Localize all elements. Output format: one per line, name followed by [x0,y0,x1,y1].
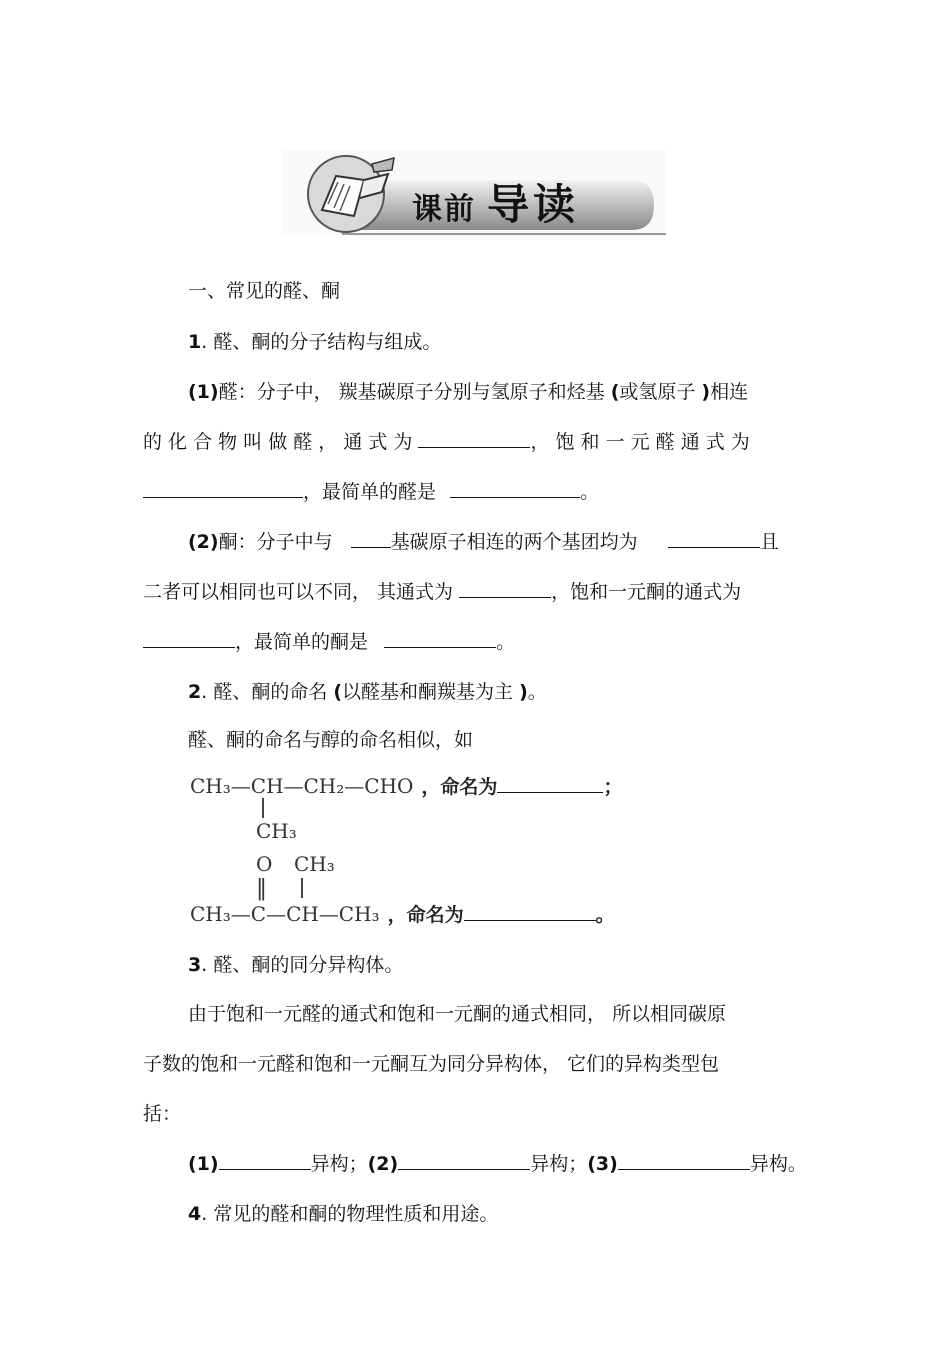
formula2-double-bond: ‖ [256,876,267,901]
formula1-branch: CH₃ [256,819,297,843]
answer-blank-saturated-ketone-formula[interactable] [143,629,235,648]
formula2-main-chain [190,900,615,927]
book-icon [302,150,402,236]
answer-blank-isomer3[interactable] [618,1151,750,1170]
answer-blank-formula1-name[interactable] [497,774,603,793]
answer-blank-simplest-ketone[interactable] [384,629,496,648]
item2-intro: 醛、酮的命名与醇的命名相似，如 [188,729,474,751]
formula2-branch-ch3: CH₃ [294,852,335,876]
formula2-label: ，命名为 [387,904,464,926]
item3-heading [188,952,403,978]
item4-number: 4 [188,1203,202,1225]
banner-title-part2: 导读 [487,180,580,229]
p1-paren-open: ( [610,381,620,403]
iso1-number: (1) [188,1153,219,1175]
iso3-number: (3) [587,1153,618,1175]
item3-title: . 醛、酮的同分异构体。 [201,954,404,976]
section-heading: 一、常见的醛、酮 [188,280,341,302]
p2-line2-b: ，饱和一元酮的通式为 [551,581,742,603]
formula1-end: ； [603,776,623,798]
p1-line2-a: 的 化 合 物 叫 做 醛 ， 通 式 为 [143,431,413,453]
p2-text-a: 酮：分子中与 [218,531,333,553]
formula1-bond-vertical [262,798,264,818]
item2-paren-open: ( [333,681,343,703]
p2-line2-a: 二者可以相同也可以不同， 其通式为 [143,581,454,603]
item3-para-line1: 由于饱和一元醛的通式和饱和一元酮的通式相同， 所以相同碳原 [188,1003,727,1025]
answer-blank-aldehyde-formula[interactable] [418,429,530,448]
answer-blank-isomer1[interactable] [219,1151,311,1170]
item3-isomer-types [188,1151,807,1177]
p2-number: (2) [188,531,219,553]
formula1-label: ，命名为 [421,776,498,798]
p1-line3-a: ，最简单的醛是 [303,481,437,503]
p1-text-b: 或氢原子 [619,381,702,403]
item2-paren-text: 以醛基和酮羰基为主 [342,681,520,703]
p1-line3 [143,479,599,505]
p1-text-c: 相连 [710,381,749,403]
answer-blank-isomer2[interactable] [398,1151,530,1170]
answer-blank-saturated-aldehyde-formula[interactable] [143,479,303,498]
formula2-oxygen: O [256,852,273,876]
item2-heading [188,679,547,705]
item1-number: 1 [188,331,202,353]
formula2-bond-vertical [301,878,303,898]
item2-title: . 醛、酮的命名 [201,681,334,703]
item1-heading [188,329,441,355]
iso2-number: (2) [367,1153,399,1175]
p2-text-b: 基碳原子相连的两个基团均为 [390,531,638,553]
p1-line2 [143,429,750,455]
formula1-text: CH₃—CH—CH₂—CHO [190,774,414,798]
p1-line2-b: ， 饱 和 一 元 醛 通 式 为 [530,431,750,453]
answer-blank-ketone-group[interactable] [351,529,391,548]
item2-number: 2 [188,681,202,703]
p2-line3-end: 。 [496,631,516,653]
iso1-text: 异构； [310,1153,368,1175]
iso3-text: 异构。 [749,1153,807,1175]
item3-number: 3 [188,954,202,976]
answer-blank-simplest-aldehyde[interactable] [450,479,580,498]
p1-line3-end: 。 [580,481,600,503]
formula2-end: 。 [595,904,615,926]
p2-line1 [188,529,779,555]
section-banner [282,150,666,236]
p2-line3-a: ，最简单的酮是 [235,631,369,653]
p1-line1 [188,379,748,405]
item3-para-line2: 子数的饱和一元醛和饱和一元酮互为同分异构体， 它们的异构类型包 [143,1053,720,1075]
answer-blank-ketone-formula[interactable] [459,579,551,598]
item4-title: . 常见的醛和酮的物理性质和用途。 [201,1203,499,1225]
item2-end: 。 [527,681,547,703]
banner-title-part1: 课前 [412,192,476,227]
item1-title: . 醛、酮的分子结构与组成。 [201,331,442,353]
p2-line3 [143,629,515,655]
item4-heading [188,1201,498,1227]
p2-text-c: 且 [759,531,779,553]
answer-blank-ketone-groups[interactable] [668,529,760,548]
formula1-main-chain [190,772,622,799]
p1-number: (1) [188,381,219,403]
item3-para-line3: 括： [143,1103,182,1125]
p1-paren-close: ) [701,381,711,403]
iso2-text: 异构； [530,1153,588,1175]
formula2-text: CH₃—C—CH—CH₃ [190,902,380,926]
item2-paren-close: ) [519,681,528,703]
p2-line2 [143,579,741,605]
answer-blank-formula2-name[interactable] [464,902,596,921]
p1-text-a: 醛：分子中， 羰基碳原子分别与氢原子和烃基 [218,381,611,403]
